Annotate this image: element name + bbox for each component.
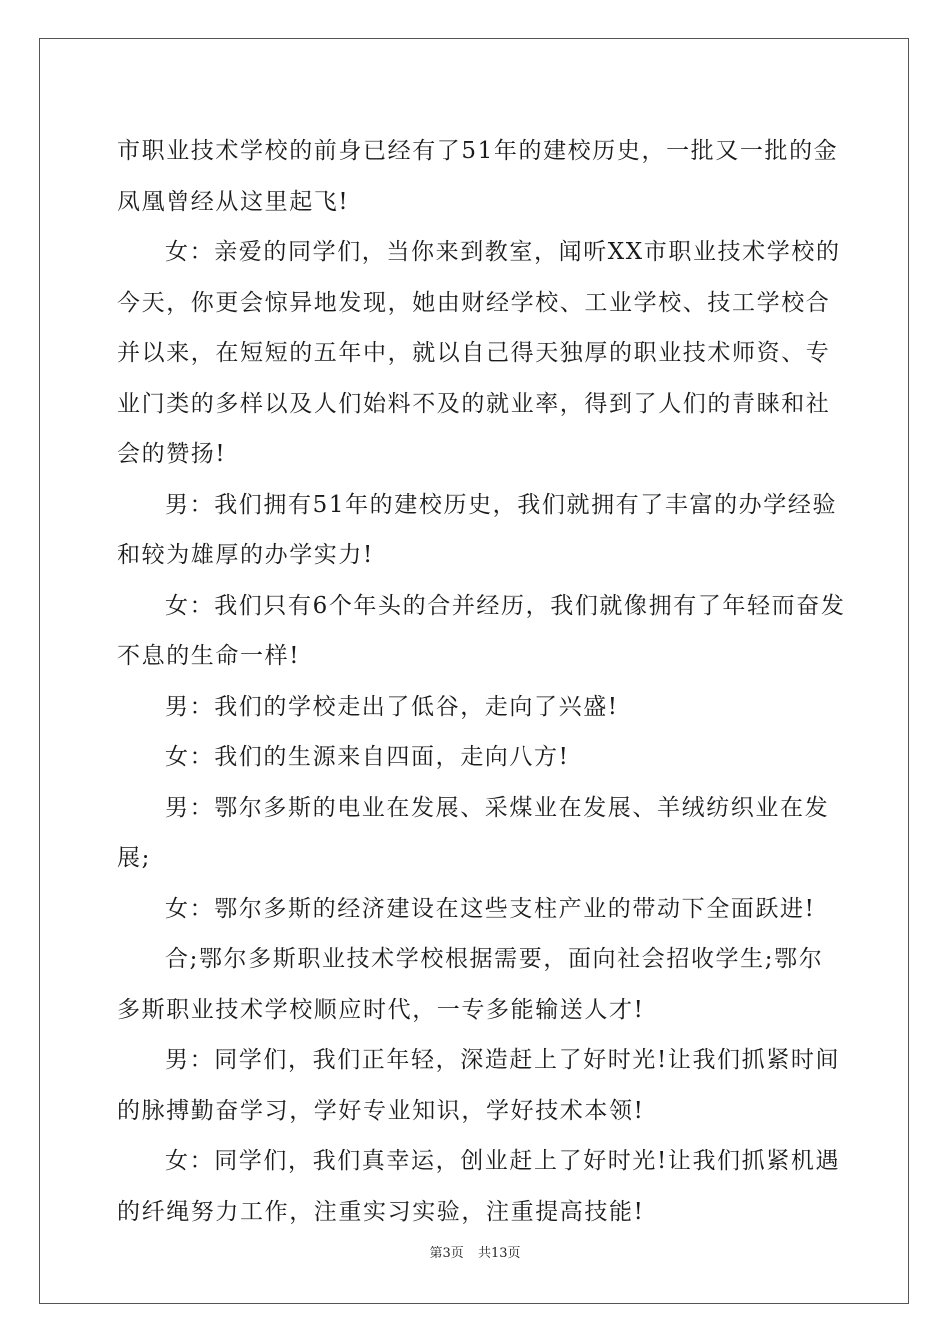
paragraph: 男：我们拥有51年的建校历史，我们就拥有了丰富的办学经验和较为雄厚的办学实力! [117,491,838,568]
paragraph: 男：鄂尔多斯的电业在发展、采煤业在发展、羊绒纺织业在发展; [117,794,830,871]
page-footer [0,1244,950,1264]
paragraph: 女：我们的生源来自四面，走向八方! [165,744,570,770]
paragraph: 女：亲爱的同学们，当你来到教室，闻听XX市职业技术学校的今天，你更会惊异地发现，她由财经学校、工业学校、技工学校合并以来，在短短的五年中，就以自己得天独厚的职业技术师资、专业门类的多样以及人们始料不及的就业率，得到了人们的青睐和社会的赞扬! [117,239,841,467]
paragraph: 合;鄂尔多斯职业技术学校根据需要，面向社会招收学生;鄂尔多斯职业技术学校顺应时代，一专多能输送人才! [117,946,824,1023]
paragraph: 市职业技术学校的前身已经有了51年的建校历史，一批又一批的金凤凰曾经从这里起飞! [117,138,839,215]
paragraph: 女：鄂尔多斯的经济建设在这些支柱产业的带动下全面跃进! [165,895,816,922]
paragraph: 男：同学们，我们正年轻，深造赶上了好时光!让我们抓紧时间的脉搏勤奋学习，学好专业知识，学好技术本领! [117,1047,841,1124]
page-total: 共13页 [477,1246,521,1261]
paragraph: 男：我们的学校走出了低谷，走向了兴盛! [165,693,619,720]
paragraph: 女：同学们，我们真幸运，创业赶上了好时光!让我们抓紧机遇的纤绳努力工作，注重实习实验，注重提高技能! [117,1148,841,1225]
page-number: 第3页 [429,1246,464,1261]
paragraph: 女：我们只有6个年头的合并经历，我们就像拥有了年轻而奋发不息的生命一样! [117,592,846,669]
document-body [117,126,847,1237]
